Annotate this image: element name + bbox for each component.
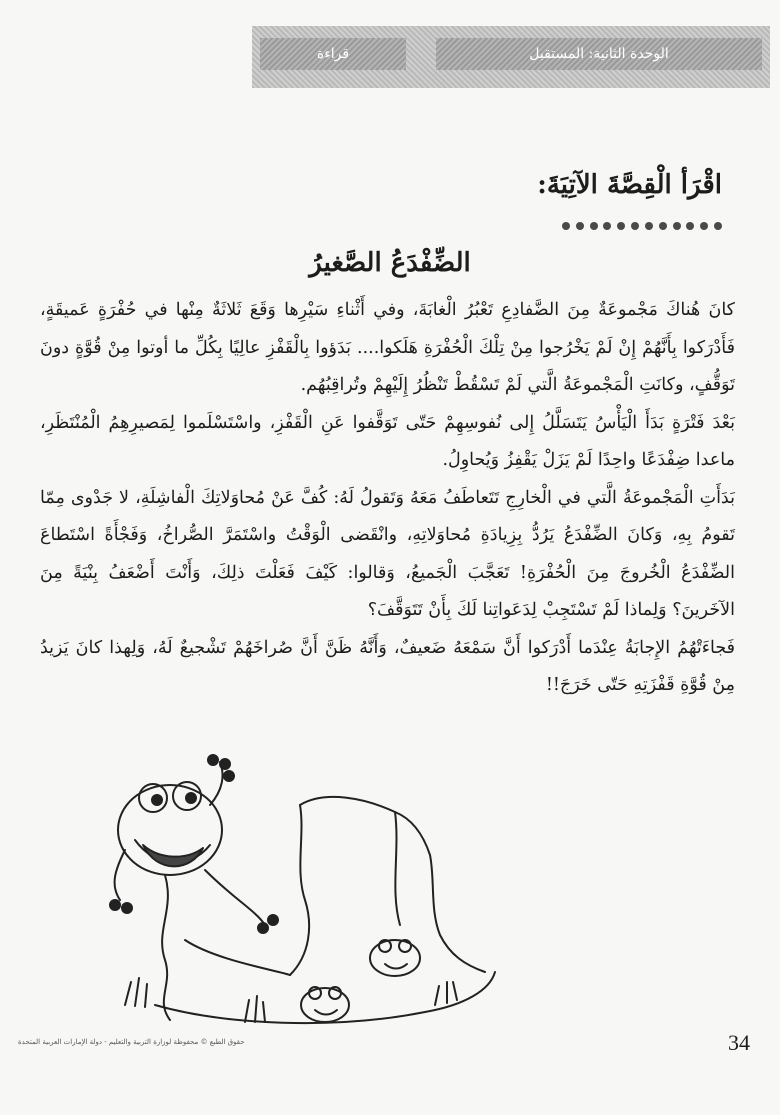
divider-dot — [576, 222, 584, 230]
pit-rim — [185, 940, 290, 975]
frog-toe — [220, 759, 230, 769]
frog-toe — [258, 923, 268, 933]
big-frog-pupil-right — [186, 793, 196, 803]
pit-wall-front — [290, 805, 309, 975]
grass-tuft — [435, 982, 457, 1005]
frog-illustration — [95, 750, 515, 1050]
divider-dot — [700, 222, 708, 230]
pit-wall-inner — [395, 812, 400, 925]
story-body — [40, 292, 735, 705]
grass-tuft — [245, 996, 265, 1022]
story-paragraph: بَدَأَتِ الْمَجْموعَةُ الَّتي في الْخارِجِ تَتَعاطَفُ مَعَهُ وَتَقولُ لَهُ: كُفَّ عَنْ مُحاوَلاتِكَ الْفاشِلَةِ، لا جَدْوى مِمّا تَقومُ بِهِ، وَكانَ الضِّفْدَعُ يَرُدُّ بِزِيادَةِ مُحاوَلاتِهِ، وانْقَضى الْوَقْتُ واسْتَمَرَّ الصُّراخُ، وَفَجْأَةً اسْتَطاعَ الضِّفْدَعُ الْخُروجَ مِنَ الْحُفْرَةِ! تَعَجَّبَ الْجَميعُ، وَقالوا: كَيْفَ فَعَلْتَ ذلِكَ، وَأَنْتَ أَضْعَفُ بِنْيَةً مِنَ الآخَرينَ؟ وَلِماذا لَمْ تَسْتَجِبْ لِدَعَواتِنا لَكَ بِأَنْ تَتَوَقَّفَ؟ — [40, 487, 735, 620]
divider-dot — [590, 222, 598, 230]
story-paragraph: فَجاءَتْهُمُ الإِجابَةُ عِنْدَما أَدْرَكوا أَنَّ سَمْعَهُ ضَعيفٌ، وَأَنَّهُ ظَنَّ أَنَّ صُراخَهُمْ تَشْجيعٌ لَهُ، وَلِهذا كانَ يَزيدُ مِنْ قُوَّةِ قَفْزَتِهِ حَتّى خَرَجَ!! — [40, 637, 735, 695]
copyright-footer: حقوق الطبع © محفوظة لوزارة التربية والتعليم - دولة الإمارات العربية المتحدة — [18, 1038, 245, 1046]
big-frog-arm-left — [115, 850, 125, 900]
instruction-heading: اقْرَأ الْقِصَّةَ الآتِيَةَ: — [537, 170, 722, 200]
frog-toe — [122, 903, 132, 913]
frog-toe — [268, 915, 278, 925]
divider-dot — [645, 222, 653, 230]
divider-dot — [617, 222, 625, 230]
small-frog-right — [370, 940, 420, 976]
big-frog-leg-right — [205, 870, 265, 925]
header-unit-label: الوحدة الثانية: المستقبل — [436, 38, 762, 70]
divider-dot — [631, 222, 639, 230]
frog-toe — [208, 755, 218, 765]
big-frog-open-mouth — [143, 845, 203, 866]
dotted-divider — [562, 220, 722, 232]
small-frog-smile — [315, 1010, 337, 1015]
grass-tuft — [125, 978, 147, 1007]
story-paragraph: كانَ هُناكَ مَجْموعَةٌ مِنَ الضَّفادِعِ تَعْبُرُ الْغابَةَ، وفي أَثْناءِ سَيْرِها وَقَعَ ثَلاثَةٌ مِنْها في حُفْرَةٍ عَميقَةٍ، فَأَدْرَكوا بِأَنَّهُمْ إِنْ لَمْ يَخْرُجوا مِنْ تِلْكَ الْحُفْرَةِ هَلَكوا.... بَدَؤوا بِالْقَفْزِ عالِيًا بِكُلِّ ما أوتوا مِنْ قُوَّةٍ دونَ تَوَقُّفٍ، وكانَتِ الْمَجْموعَةُ الَّتي لَمْ تَسْقُطْ تَنْظُرُ إِلَيْهِمْ وتُراقِبُهُم. — [40, 300, 735, 395]
small-frog-smile — [385, 964, 407, 969]
page-number: 34 — [728, 1030, 750, 1055]
divider-dot — [714, 222, 722, 230]
divider-dot — [562, 222, 570, 230]
pit-wall-right — [300, 797, 485, 972]
divider-dot — [686, 222, 694, 230]
divider-dot — [673, 222, 681, 230]
big-frog-arm-up — [210, 762, 223, 805]
frog-toe — [110, 900, 120, 910]
divider-dot — [603, 222, 611, 230]
big-frog-pupil-left — [152, 795, 162, 805]
story-paragraph: بَعْدَ فَتْرَةٍ بَدَأَ الْيَأْسُ يَتَسَلَّلُ إِلى نُفوسِهِمْ حَتّى تَوَقَّفوا عَنِ الْقَفْزِ، واسْتَسْلَموا لِمَصيرِهِمُ الْمُنْتَظَرِ، ماعدا ضِفْدَعًا واحِدًا لَمْ يَزَلْ يَقْفِزُ وَيُحاوِلُ. — [40, 412, 735, 470]
divider-dot — [659, 222, 667, 230]
big-frog-leg — [162, 875, 170, 1020]
story-title: الضِّفْدَعُ الصَّغيرُ — [309, 248, 471, 278]
header-lesson-label: قراءة — [260, 38, 406, 70]
frog-toe — [224, 771, 234, 781]
